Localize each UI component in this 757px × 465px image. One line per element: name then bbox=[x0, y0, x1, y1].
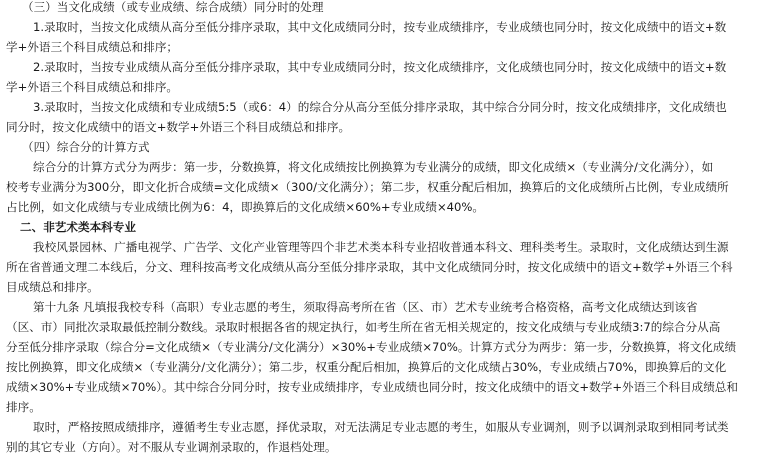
paragraph-line: 校考专业满分为300分，即文化折合成绩=文化成绩×（300/文化满分）；第二步，权重分配后相加，换算后的文化成绩所占比例，专业成绩所 bbox=[6, 180, 729, 194]
paragraph-line: 成绩×30%+专业成绩×70%）。其中综合分同分时，按专业成绩排序，专业成绩也同分时，按文化成绩中的语文+数学+外语三个科目成绩总和 bbox=[6, 380, 738, 394]
paragraph-line: 分至低分排序录取（综合分=文化成绩×（专业满分/文化满分）×30%+专业成绩×70%。计算方式分为两步：第一步，分数换算，将文化成绩 bbox=[6, 340, 737, 354]
section-heading: （四）综合分的计算方式 bbox=[22, 140, 150, 154]
paragraph-line: 学+外语三个科目成绩总和排序。 bbox=[6, 80, 179, 94]
paragraph-line: 排序。 bbox=[6, 400, 41, 414]
paragraph-line: （区、市）同批次录取最低控制分数线。录取时根据各省的规定执行，如考生所在省无相关规定的，按文化成绩与专业成绩3:7的综合分从高 bbox=[6, 320, 721, 334]
paragraph-line: 同分时，按文化成绩中的语文+数学+外语三个科目成绩总和排序。 bbox=[6, 120, 351, 134]
paragraph-line: 占比例，如文化成绩与专业成绩比例为6：4，即换算后的文化成绩×60%+专业成绩×40%。 bbox=[6, 200, 485, 214]
section-heading: （三）当文化成绩（或专业成绩、综合成绩）同分时的处理 bbox=[22, 0, 324, 14]
paragraph-line: 取时，严格按照成绩排序，遵循考生专业志愿，择优录取，对无法满足专业志愿的考生，如服从专业调剂，则予以调剂录取到相同考试类 bbox=[33, 420, 729, 434]
paragraph-line: 1.录取时，当按文化成绩从高分至低分排序录取，其中文化成绩同分时，按专业成绩排序，专业成绩也同分时，按文化成绩中的语文+数 bbox=[33, 20, 727, 34]
paragraph-line: 2.录取时，当按专业成绩从高分至低分排序录取，其中专业成绩同分时，按文化成绩排序，文化成绩也同分时，按文化成绩中的语文+数 bbox=[33, 60, 727, 74]
article-line: 第十九条 凡填报我校专科（高职）专业志愿的考生，须取得高考所在省（区、市）艺术专业统考合格资格，高考文化成绩达到该省 bbox=[33, 300, 698, 314]
paragraph-line: 目成绩总和排序。 bbox=[6, 280, 99, 294]
paragraph-line: 我校风景园林、广播电视学、广告学、文化产业管理等四个非艺术类本科专业招收普通本科文、理科类考生。录取时，文化成绩达到生源 bbox=[33, 240, 729, 254]
paragraph-line: 3.录取时，当按文化成绩和专业成绩5:5（或6：4）的综合分从高分至低分排序录取，其中综合分同分时，按文化成绩排序，文化成绩也 bbox=[33, 100, 727, 114]
paragraph-line: 综合分的计算方式分为两步：第一步，分数换算，将文化成绩按比例换算为专业满分的成绩，即文化成绩×（专业满分/文化满分），如 bbox=[33, 160, 714, 174]
paragraph-line: 学+外语三个科目成绩总和排序； bbox=[6, 40, 179, 54]
paragraph-line: 按比例换算，即文化成绩×（专业满分/文化满分）；第二步，权重分配后相加，换算后的文化成绩占30%，专业成绩占70%，即换算后的文化 bbox=[6, 360, 727, 374]
paragraph-line: 所在省普通文理二本线后，分文、理科按高考文化成绩从高分至低分排序录取，其中文化成绩同分时，按文化成绩中的语文+数学+外语三个科 bbox=[6, 260, 733, 274]
paragraph-line: 别的其它专业（方向）。对不服从专业调剂录取的，作退档处理。 bbox=[6, 440, 337, 454]
section-heading-bold: 二、非艺术类本科专业 bbox=[20, 220, 136, 234]
